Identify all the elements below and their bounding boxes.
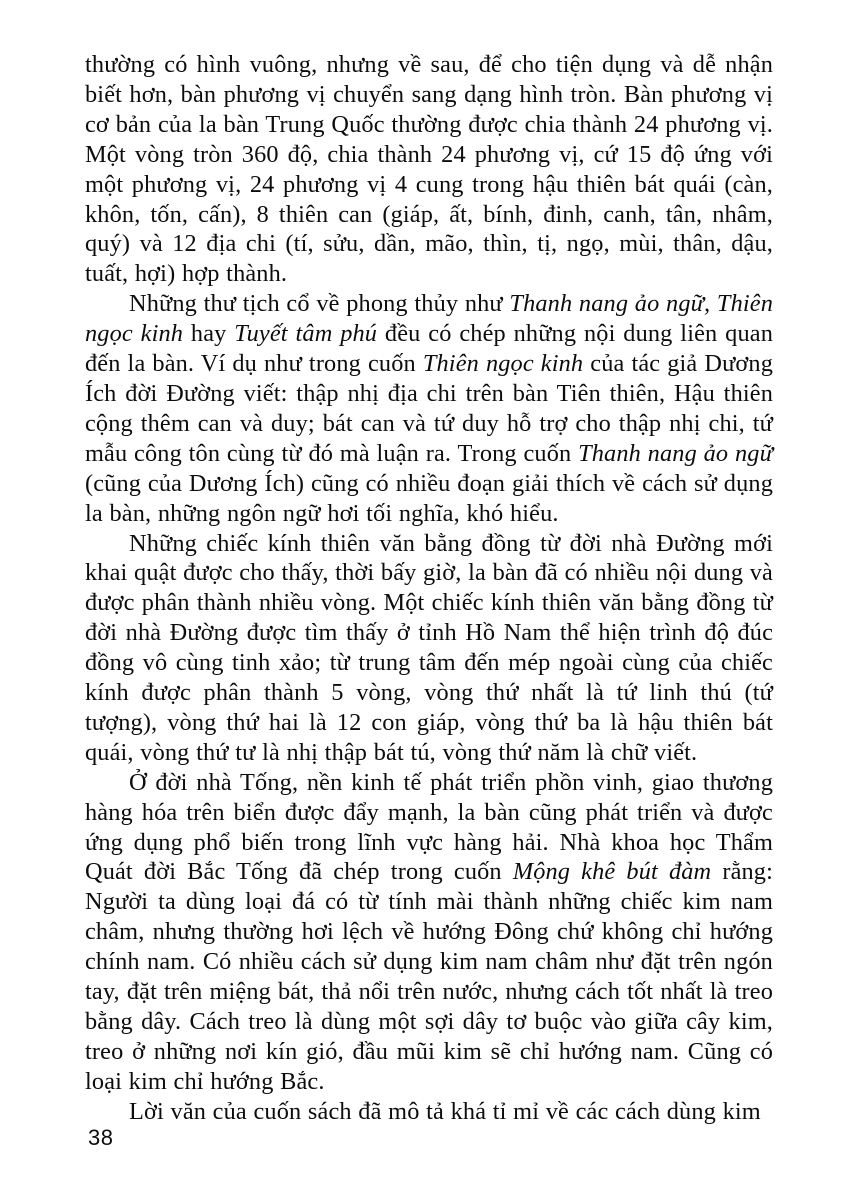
page-number: 38: [88, 1125, 114, 1150]
book-title-italic: Thanh nang ảo ngữ: [578, 439, 773, 467]
book-title-italic: Mộng khê bút đàm: [512, 858, 712, 886]
page-text-block: [85, 50, 773, 1127]
paragraph: Những thư tịch cổ về phong thủy như Thanh nang ảo ngữ, Thiên ngọc kinh hay Tuyết tâm phú đều có chép những nội dung liên quan đến la bàn. Ví dụ như trong cuốn Thiên ngọc kinh của tác giả Dương Ích đời Đường viết: thập nhị địa chi trên bàn Tiên thiên, Hậu thiên cộng thêm can và duy; bát can và tứ duy hỗ trợ cho thập nhị chi, tứ mẫu công tôn cùng từ đó mà luận ra. Trong cuốn Thanh nang ảo ngữ (cũng của Dương Ích) cũng có nhiều đoạn giải thích về cách sử dụng la bàn, những ngôn ngữ hơi tối nghĩa, khó hiểu.: [85, 290, 774, 527]
book-title-italic: Tuyết tâm phú: [234, 320, 378, 348]
paragraph: thường có hình vuông, nhưng về sau, để cho tiện dụng và dễ nhận biết hơn, bàn phương vị chuyển sang dạng hình tròn. Bàn phương vị cơ bản của la bàn Trung Quốc thường được chia thành 24 phương vị. Một vòng tròn 360 độ, chia thành 24 phương vị, cứ 15 độ ứng với một phương vị, 24 phương vị 4 cung trong hậu thiên bát quái (càn, khôn, tốn, cấn), 8 thiên can (giáp, ất, bính, đinh, canh, tân, nhâm, quý) và 12 địa chi (tí, sửu, dần, mão, thìn, tị, ngọ, mùi, thân, dậu, tuất, hợi) hợp thành.: [85, 51, 773, 288]
paragraph: Ở đời nhà Tống, nền kinh tế phát triển phồn vinh, giao thương hàng hóa trên biển được đẩy mạnh, la bàn cũng phát triển và được ứng dụng phổ biến trong lĩnh vực hàng hải. Nhà khoa học Thẩm Quát đời Bắc Tống đã chép trong cuốn Mộng khê bút đàm rằng: Người ta dùng loại đá có từ tính mài thành những chiếc kim nam châm, nhưng thường hơi lệch về hướng Đông chứ không chỉ hướng chính nam. Có nhiều cách sử dụng kim nam châm như đặt trên ngón tay, đặt trên miệng bát, thả nổi trên nước, nhưng cách tốt nhất là treo bằng dây. Cách treo là dùng một sợi dây tơ buộc vào giữa cây kim, treo ở những nơi kín gió, đầu mũi kim sẽ chỉ hướng nam. Cũng có loại kim chỉ hướng Bắc.: [85, 768, 774, 1095]
book-title-italic: Thanh nang ảo ngữ, Thiên ngọc kinh: [85, 290, 774, 348]
book-title-italic: Thiên ngọc kinh: [422, 350, 584, 378]
paragraph: Lời văn của cuốn sách đã mô tả khá tỉ mỉ về các cách dùng kim: [129, 1097, 761, 1125]
paragraph: Những chiếc kính thiên văn bằng đồng từ đời nhà Đường mới khai quật được cho thấy, thời bấy giờ, la bàn đã có nhiều nội dung và được phân thành nhiều vòng. Một chiếc kính thiên văn bằng đồng từ đời nhà Đường được tìm thấy ở tỉnh Hồ Nam thể hiện trình độ đúc đồng vô cùng tinh xảo; từ trung tâm đến mép ngoài cùng của chiếc kính được phân thành 5 vòng, vòng thứ nhất là tứ linh thú (tứ tượng), vòng thứ hai là 12 con giáp, vòng thứ ba là hậu thiên bát quái, vòng thứ tư là nhị thập bát tú, vòng thứ năm là chữ viết.: [85, 529, 773, 766]
